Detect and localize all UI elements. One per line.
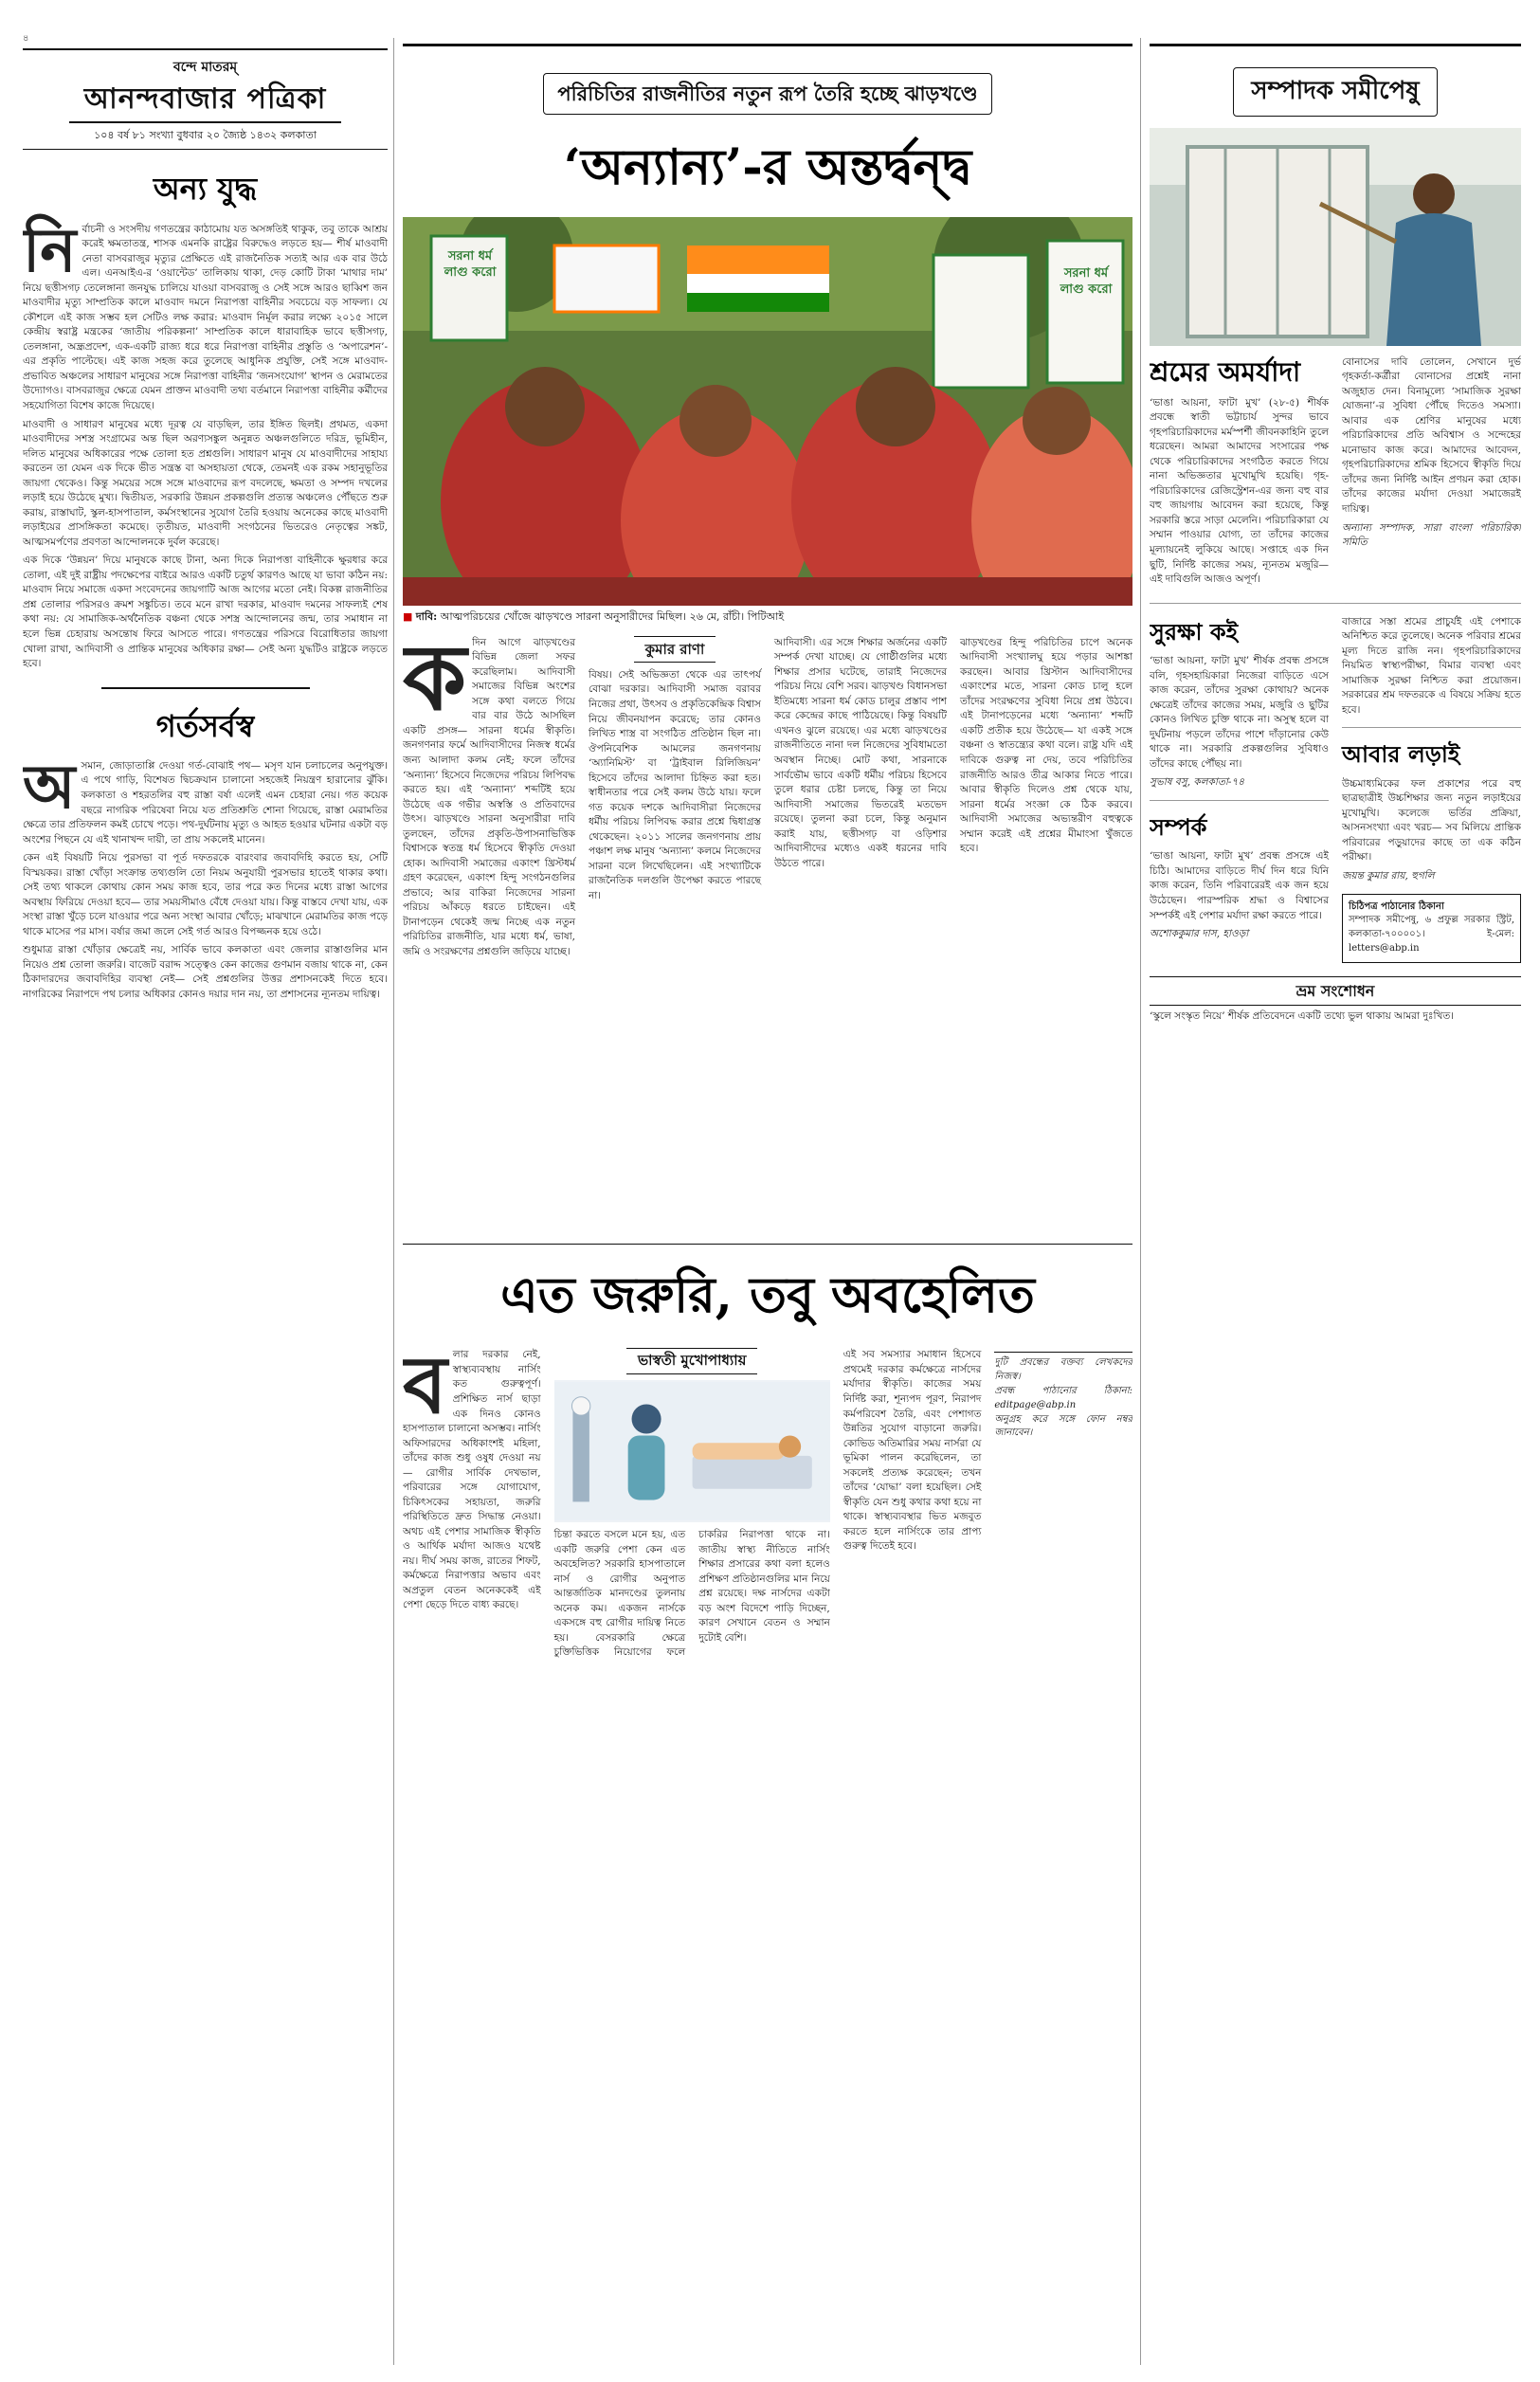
feature-1-dropcap: ক bbox=[403, 623, 467, 731]
masthead-motto: বন্দে মাতরম্‌ bbox=[172, 59, 238, 75]
editorial-2-para: শুধুমাত্র রাস্তা খোঁড়ার ক্ষেত্রেই নয়, সার্বিক ভাবে কলকাতা এবং জেলার রাস্তাগুলির মান নিয়েও প্রশ্ন তোলা জরুরি। বাজেট বরাদ্দ সত্ত্বেও কেন কাজের গুণমান বজায় থাকে না, কেন ঠিকাদারদের জবাবদিহির ব্যবস্থা নেই— সেই প্রশ্নগুলির উত্তর প্রশাসনকেই দিতে হবে। নাগরিকের নিরাপদে পথ চলার অধিকার কোনও দয়ার দান নয়, তা প্রশাসনের ন্যূনতম দায়িত্ব। bbox=[23, 944, 388, 1000]
editorial-1-para: মাওবাদী ও সাধারণ মানুষের মধ্যে দূরত্ব যে বাড়ছিল, তার ইঙ্গিত ছিলই। প্রথমত, একদা মাওবাদীদের সশস্ত্র সংগ্রামের অন্ত ছিল অরণ্যসঙ্কুল অনুন্নত অঞ্চলগুলিতে দরিদ্র, ভূমিহীন, দলিত মানুষের অধিকারের পক্ষে তোলা হত প্রশ্নগুলি। সাধারণ মানুষ যে মাওবাদীদের সাহায্য করতেন তা যেমন এক দিকে ভীত সন্ত্রস্ত বা অসহায়তা থেকে, তেমনই এক রকম সহানুভূতির জায়গা থেকেও। কিন্তু সময়ের সঙ্গে সঙ্গে মাওবাদের রূপ বদলেছে, ক্ষমতা ও সম্পদ দখলের লড়াই হয়ে উঠেছে মুখ্য। দ্বিতীয়ত, সরকারি উন্নয়ন প্রকল্পগুলি প্রত্যন্ত অঞ্চলেও পৌঁছতে শুরু করায়, রাস্তাঘাট, স্কুল-হাসপাতাল, কর্মসংস্থানের সুযোগ তৈরি হওয়ায় অনেকের কাছে মাওবাদী লড়াইয়ের প্রাসঙ্গিকতা কমেছে। তৃতীয়ত, মাওবাদী সংগঠনের ভিতরেও নেতৃত্বের সঙ্কট, আত্মসমর্পণের প্রবণতা আন্দোলনকে দুর্বল করেছে। bbox=[23, 418, 388, 548]
feature-1-col bbox=[589, 636, 761, 964]
domestic-worker-photo bbox=[1150, 128, 1521, 346]
letter-col bbox=[1150, 355, 1329, 591]
editorial-1-para: র্বাচনী ও সংসদীয় গণতন্ত্রের কাঠামোয় যত অসঙ্গতিই থাকুক, তবু তাকে আশ্রয় করেই ক্ষমতাতন্ত্র, শাসক এমনকি রাষ্ট্রের বিরুদ্ধেও লড়তে হয়— শীর্ষ মাওবাদী নেতা বাসবরাজুর মৃত্যুর প্রেক্ষিতে এই রাজনৈতিক সত্যই আর এক বার উঠে এল। এনআইএ-র ‘ওয়ান্টেড’ তালিকায় থাকা, দেড় কোটি টাকা ‘মাথার দাম’ নিয়ে ছত্তীসগঢ় তেলেঙ্গানা জনযুদ্ধ চালিয়ে যাওয়া বাসবরাজু ও সেই সঙ্গে আরও ছাব্বিশ জন মাওবাদীর মৃত্যু সাম্প্রতিক কালে মাওবাদ দমনে নিরাপত্তা বাহিনীর সবচেয়ে বড় সাফল্য। যে কৌশলে এই কাজ সম্ভব হল সেটিও লক্ষ করার: মাওবাদ নির্মূল করার লক্ষ্যে ২০১৫ সালে কেন্দ্রীয় স্বরাষ্ট্র মন্ত্রকের ‘জাতীয় পরিকল্পনা’ সাম্প্রতিক কালে ধারাবাহিক ভাবে ছত্তীসগঢ়, তেলঙ্গানা, অন্ধ্রপ্রদেশ, এক-একটি রাজ্য ধরে ধরে নিরাপত্তা বাহিনীর প্রস্তুতি ও ‘অপারেশন’-এর প্রকৃতি পাল্টেছে। এই কাজ সহজ করে তুলেছে আধুনিক প্রযুক্তি, সেই সঙ্গে মাওবাদ-প্রভাবিত অঞ্চলের সাধারণ মানুষের সঙ্গে নিরাপত্তা বাহিনীর ‘জনসংযোগ’ স্থাপন ও মেরামতের উদ্যোগও। বাসবরাজুর ক্ষেত্রে যেমন প্রাক্তন মাওবাদী তথ্য বর্তমানে নিরাপত্তা বাহিনীর কর্মীদের সহযোগিতা বিশেষ কাজে দিয়েছে। bbox=[23, 223, 388, 411]
nurse-patient-icon bbox=[554, 1380, 830, 1522]
masthead bbox=[23, 58, 388, 144]
letter-4-title: আবার লড়াই bbox=[1342, 740, 1460, 769]
feature-2-footnote bbox=[994, 1352, 1132, 1441]
correction-title: ভ্রম সংশোধন bbox=[1150, 976, 1521, 1006]
letter-col bbox=[1150, 615, 1329, 963]
masthead-issue-line: ১০৪ বর্ষ ৮১ সংখ্যা বুধবার ২০ জ্যৈষ্ঠ ১৪৩২ কলকাতা bbox=[94, 129, 317, 142]
feature-2-author: ভাস্বতী মুখোপাধ্যায় bbox=[626, 1348, 757, 1374]
feature-2-dropcap: ব bbox=[403, 1337, 447, 1432]
caption-text: আত্মপরিচয়ের খোঁজে ঝাড়খণ্ডে সারনা অনুসারীদের মিছিল। ২৬ মে, রাঁচী। পিটিআই bbox=[437, 609, 785, 623]
letter-1-text: ‘ভাঙা আয়না, ফাটা মুখ’ (২৮-৫) শীর্ষক প্রবন্ধে স্বাতী ভট্টাচার্য সুন্দর ভাবে গৃহপরিচারিকাদের মর্মস্পর্শী জীবনকাহিনি তুলে ধরেছেন। আমরা আমাদের সংসারের পক্ষ থেকে পরিচারিকাদের সংগঠিত করতে গিয়ে নানা অভিজ্ঞতার মুখোমুখি হয়েছি। গৃহ-পরিচারিকাদের রেজিস্ট্রেশন-এর জন্য বহু বার বহু জায়গায় আবেদন করা হয়েছে, কিন্তু সরকারি স্তরে সাড়া মেলেনি। পরিচারিকারা যে সম্মান পাওয়ার যোগ্য, তা তাঁদের কাজের মূল্যায়নেই লুকিয়ে আছে। সপ্তাহে এক দিন ছুটি, নির্দিষ্ট কাজের সময়, ন্যূনতম মজুরি— এই দাবিগুলি আজও অপূর্ণ। bbox=[1150, 396, 1329, 586]
photo-banner-text: সরনা ধর্ম bbox=[1063, 265, 1109, 281]
letter-col bbox=[1342, 355, 1521, 591]
letters-column bbox=[1150, 44, 1521, 2366]
feature-2-col bbox=[994, 1348, 1132, 1661]
feature-1-kicker: পরিচিতির রাজনীতির নতুন রূপ তৈরি হচ্ছে ঝাড়খণ্ডে bbox=[543, 73, 991, 115]
editorial-1 bbox=[23, 167, 388, 671]
correction-text: ‘স্কুলে সংস্কৃত নিয়ে’ শীর্ষক প্রতিবেদনে একটি তথ্যে ভুল থাকায় আমরা দুঃখিত। bbox=[1150, 1009, 1454, 1022]
letters-header: সম্পাদক সমীপেষু bbox=[1233, 67, 1437, 117]
editorial-2 bbox=[23, 704, 388, 1003]
letter-3-signature: অশোককুমার দাস, হাওড়া bbox=[1150, 928, 1249, 940]
feature-1-text: আদিবাসী। এর সঙ্গে শিক্ষার অর্জনের একটি সম্পর্ক দেখা যাচ্ছে। যে গোষ্ঠীগুলির মধ্যে শিক্ষার প্রসার ঘটেছে, তারাই নিজেদের পরিচয় নিয়ে বেশি সরব। ঝাড়খণ্ড বিধানসভা ইতিমধ্যে সারনা ধর্ম কোড চালুর প্রস্তাব পাশ করে কেন্দ্রের কাছে পাঠিয়েছে। কিন্তু বিষয়টি এখনও ঝুলে রয়েছে। এর মধ্যে ঝাড়খণ্ডের রাজনীতিতে নানা দল নিজেদের সুবিধামতো অবস্থান নিচ্ছে। মোট কথা, সারনাকে সার্বভৌম ভাবে একটি ধর্মীয় পরিচয় হিসেবে তুলে ধরার চেষ্টা চলছে, কিন্তু তা নিয়ে আদিবাসী সমাজের ভিতরেই মতভেদ রয়েছে। তুলনা করা চলে, কিন্তু অনুমান করাই যায়, ছত্তীসগঢ় বা ওড়িশার আদিবাসীদের মধ্যেও একই ধরনের দাবি উঠতে পারে। bbox=[774, 636, 947, 869]
editorial-1-para: এক দিকে ‘উন্নয়ন’ দিয়ে মানুষকে কাছে টানা, অন্য দিকে নিরাপত্তা বাহিনীকে ক্ষুরধার করে তোলা, এই দুই রাষ্ট্রীয় পদক্ষেপের বাইরে আরও একটি চতুর্থ কারণও আছে যা ভাবা কঠিন নয়: মাওবাদ নিয়ে সমাজে একদা সংবেদনের জায়গাটি আজ আগের মতো নেই। বিকল্প রাজনীতির প্রশ্ন তোলার পরিসরও ক্রমশ সঙ্কুচিত। তবে মনে রাখা দরকার, মাওবাদ দমনের সাফল্যই শেষ কথা নয়: যে সামাজিক-অর্থনৈতিক বঞ্চনা থেকে সশস্ত্র আন্দোলনের জন্ম, তার সমাধান না হলে ভিন্ন চেহারায় অসন্তোষ ফিরে আসতে পারে। গণতন্ত্রের পরিসরে বিরোধিতার জায়গা খোলা রাখা, আদিবাসী ও প্রান্তিক মানুষের অধিকার রক্ষা— সেই অন্য যুদ্ধটিও রাষ্ট্রকে লড়তে হবে। bbox=[23, 555, 388, 670]
letter-3-text: ‘ভাঙা আয়না, ফাটা মুখ’ প্রবন্ধ প্রসঙ্গে এই চিঠি। আমাদের বাড়িতে দীর্ঘ দিন ধরে যিনি কাজ করেন, তিনি পরিবারেরই এক জন হয়ে উঠেছেন। পারস্পরিক শ্রদ্ধা ও বিশ্বাসের সম্পর্কই এই পেশার মর্যাদা রক্ষা করতে পারে। bbox=[1150, 850, 1329, 921]
letter-2-title: সুরক্ষা কই bbox=[1150, 617, 1239, 646]
section-divider bbox=[101, 687, 310, 689]
letter-1-text: বোনাসের দাবি তোলেন, সেখানে দুর্ভ গৃহকর্তা-কর্ত্রীরা বোনাসের প্রশ্নেই নানা অজুহাত দেন। বিনামূল্যে ‘সামাজিক সুরক্ষা যোজনা’-র সুবিধা পৌঁছে দিতেও সমস্যা। আবার এক শ্রেণির মানুষের মধ্যে পরিচারিকাদের প্রতি অবিশ্বাস ও সন্দেহের মনোভাব কাজ করে। আমাদের আবেদন, গৃহপরিচারিকাদের শ্রমিক হিসেবে স্বীকৃতি দিয়ে তাঁদের জন্য নির্দিষ্ট আইন প্রণয়ন করা হোক। তাঁদের কাজের মর্যাদা দেওয়া সমাজেরই দায়িত্ব। bbox=[1342, 355, 1521, 515]
feature-2-middle bbox=[554, 1348, 830, 1661]
letter-col bbox=[1342, 615, 1521, 963]
protest-photo-illustration bbox=[403, 217, 1132, 606]
feature-1-col bbox=[403, 623, 575, 964]
feature-2-columns bbox=[403, 1337, 1132, 1661]
masthead-name: আনন্দবাজার পত্রিকা bbox=[69, 79, 342, 124]
letter-4-text: উচ্চমাধ্যমিকের ফল প্রকাশের পরে বহু ছাত্রছাত্রীই উচ্চশিক্ষার জন্য নতুন লড়াইয়ের মুখোমুখি। কলেজে ভর্তির প্রক্রিয়া, আসনসংখ্যা এবং খরচ— সব মিলিয়ে প্রান্তিক পরিবারের পড়ুয়াদের কাছে তা এক কঠিন পরীক্ষা। bbox=[1342, 777, 1521, 864]
feature-1-col bbox=[774, 636, 947, 964]
nurse-illustration bbox=[554, 1380, 830, 1522]
letter-1 bbox=[1150, 355, 1521, 591]
feature-2-title: এত জরুরি, তবু অবহেলিত bbox=[500, 1266, 1035, 1324]
letter-1-signature: অন্যান্য সম্পাদক, সারা বাংলা পরিচারিকা সমিতি bbox=[1342, 521, 1521, 549]
editorial-column bbox=[23, 32, 388, 2369]
feature-1-text: ঝাড়খণ্ডের হিন্দু পরিচিতির চাপে অনেক আদিবাসী সংখ্যালঘু হয়ে পড়ার আশঙ্কা করছেন। আবার খ্রিস্টান আদিবাসীদের একাংশের মতে, সারনা কোড চালু হলে তাঁদের সংরক্ষণের সুবিধা নিয়ে প্রশ্ন উঠবে। এই টানাপড়েনের মধ্যে ‘অন্যান্য’ শব্দটি একটি প্রতীক হয়ে উঠেছে— যা একই সঙ্গে বঞ্চনা ও স্বাতন্ত্র্যের কথা বলে। রাষ্ট্র যদি এই দাবিকে গুরুত্ব না দেয়, তবে পরিচিতির রাজনীতি আরও তীব্র আকার নিতে পারে। আবার স্বীকৃতি দিলেও প্রশ্ন থেকে যায়, সারনা ধর্মের সংজ্ঞা কে ঠিক করবে। আদিবাসী সমাজের অভ্যন্তরীণ বহুত্বকে সম্মান করেই এই প্রশ্নের মীমাংসা খুঁজতে হবে। bbox=[960, 636, 1132, 855]
photo-banner-right bbox=[1051, 266, 1121, 299]
editorial-1-dropcap: নি bbox=[23, 214, 77, 286]
editorial-1-body bbox=[23, 214, 388, 672]
feature-1-text: দিন আগে ঝাড়খণ্ডের বিভিন্ন জেলা সফর করেছিলাম। আদিবাসী সমাজের বিভিন্ন অংশের সঙ্গে কথা বলতে গিয়ে বার বার উঠে আসছিল একটি প্রসঙ্গ— সারনা ধর্মের স্বীকৃতি। জনগণনার ফর্মে আদিবাসীদের নিজস্ব ধর্মের জন্য আলাদা কলম নেই; ফলে তাঁদের ‘অন্যান্য’ হিসেবে নিজেদের পরিচয় লিপিবদ্ধ করতে হয়। এই ‘অন্যান্য’ শব্দটিই হয়ে উঠেছে এক গভীর অস্বস্তি ও প্রতিবাদের উৎস। ঝাড়খণ্ডে সারনা অনুসারীরা দাবি তুলছেন, তাঁদের প্রকৃতি-উপাসনাভিত্তিক বিশ্বাসকে স্বতন্ত্র ধর্ম হিসেবে স্বীকৃতি দেওয়া হোক। আদিবাসী সমাজের একাংশ খ্রিস্টধর্ম গ্রহণ করেছেন, একাংশ হিন্দু সংগঠনগুলির প্রভাবে; আর বাকিরা নিজেদের সারনা পরিচয় আঁকড়ে ধরতে চাইছেন। এই টানাপড়েন থেকেই জন্ম নিচ্ছে এক নতুন পরিচিতির রাজনীতি, যার মধ্যে ধর্ম, ভাষা, জমি ও সংরক্ষণের প্রশ্নগুলি জড়িয়ে যাচ্ছে। bbox=[403, 636, 575, 957]
feature-2-text: চিন্তা করতে বসলে মনে হয়, এত একটি জরুরি পেশা কেন এত অবহেলিত? সরকারি হাসপাতালে নার্স ও রোগীর অনুপাত আন্তর্জাতিক মানদণ্ডের তুলনায় অনেক কম। একজন নার্সকে একসঙ্গে বহু রোগীর দায়িত্ব নিতে হয়। বেসরকারি ক্ষেত্রে চুক্তিভিত্তিক নিয়োগের ফলে চাকরির নিরাপত্তা থাকে না। জাতীয় স্বাস্থ্য নীতিতে নার্সিং শিক্ষার প্রসারের কথা বলা হলেও প্রশিক্ষণ প্রতিষ্ঠানগুলির মান নিয়ে প্রশ্ন রয়েছে। দক্ষ নার্সদের একটা বড় অংশ বিদেশে পাড়ি দিচ্ছেন, কারণ সেখানে বেতন ও সম্মান দুটোই বেশি। bbox=[553, 1529, 830, 1659]
feature-1-kicker-wrap bbox=[403, 73, 1132, 115]
letters-header-wrap bbox=[1150, 67, 1521, 117]
editorial-2-title: গর্তসর্বস্ব bbox=[155, 707, 255, 744]
letter-4-signature: জয়ন্ত কুমার রায়, হুগলি bbox=[1342, 870, 1435, 882]
letters-photo bbox=[1150, 128, 1521, 346]
feature-1-author: কুমার রাণা bbox=[634, 636, 716, 663]
address-label: চিঠিপত্র পাঠানোর ঠিকানা bbox=[1349, 900, 1444, 912]
feature-2-text: এই সব সমস্যার সমাধান হিসেবে প্রথমেই দরকার কর্মক্ষেত্রে নার্সদের মর্যাদার স্বীকৃতি। কাজের সময় নির্দিষ্ট করা, শূন্যপদ পূরণ, নিরাপদ কর্মপরিবেশ তৈরি, এবং পেশাগত উন্নতির সুযোগ বাড়ানো জরুরি। কোভিড অতিমারির সময় নার্সরা যে ভূমিকা পালন করেছিলেন, তা সকলেই প্রত্যক্ষ করেছেন; তখন তাঁদের ‘যোদ্ধা’ বলা হয়েছিল। সেই স্বীকৃতি যেন শুধু কথার কথা হয়ে না থাকে। স্বাস্থ্যব্যবস্থার ভিত মজবুত করতে হলে নার্সিংকে তার প্রাপ্য গুরুত্ব দিতেই হবে। bbox=[842, 1349, 982, 1553]
feature-2-col bbox=[843, 1348, 982, 1661]
editorial-2-body bbox=[23, 751, 388, 1003]
photo-banner-left bbox=[435, 249, 505, 282]
photo-banner-text: লাগু করো bbox=[444, 264, 497, 280]
editorial-2-dropcap: অ bbox=[23, 751, 76, 823]
feature-2 bbox=[403, 1244, 1132, 2372]
feature-1-caption: ■ দাবি: আত্মপরিচয়ের খোঁজে ঝাড়খণ্ডে সারনা অনুসারীদের মিছিল। ২৬ মে, রাঁচী। পিটিআই bbox=[403, 609, 785, 623]
footnote-note: অনুগ্রহ করে সঙ্গে ফোন নম্বর জানাবেন। bbox=[994, 1413, 1132, 1439]
page-number: ৪ bbox=[23, 33, 29, 44]
feature-1 bbox=[403, 44, 1132, 1233]
feature-1-col bbox=[960, 636, 1132, 964]
editorial-2-para: সমান, জোড়াতাপ্পি দেওয়া গর্ত-বোঝাই পথ— মসৃণ যান চলাচলের অনুপযুক্ত। এ পথে গাড়ি, বিশেষত দ্বিচক্রযান চালানো সহজেই নিয়ন্ত্রণ হারানোর ঝুঁকি। কলকাতা ও শহরতলির বহু রাস্তা বর্ষা এলেই এমন চেহারা নেয়। গত কয়েক বছরে নাগরিক পরিষেবা নিয়ে যত প্রতিশ্রুতি শোনা গিয়েছে, রাস্তা মেরামতির ক্ষেত্রে তার প্রতিফলন কমই চোখে পড়ে। পথ-দুর্ঘটনায় মৃত্যু ও আহত হওয়ার ঘটনার একটা বড় অংশের পিছনে যে এই খানাখন্দ দায়ী, তা প্রায় সকলেই মানেন। bbox=[23, 759, 388, 846]
letter-2 bbox=[1150, 615, 1521, 963]
letter-2-text: ‘ভাঙা আয়না, ফাটা মুখ’ শীর্ষক প্রবন্ধ প্রসঙ্গে বলি, গৃহসহায়িকারা নিজেরা বাড়িতে এসে কাজ করেন, তাঁদের সুরক্ষা কোথায়? অনেক ক্ষেত্রেই তাঁদের কাজের সময়, মজুরি ও ছুটির কোনও লিখিত চুক্তি থাকে না। অসুস্থ হলে বা দুর্ঘটনায় পড়লে তাঁদের পাশে দাঁড়ানোর কেউ থাকে না। সরকারি প্রকল্পগুলির সুবিধাও তাঁদের কাছে পৌঁছয় না। bbox=[1150, 655, 1329, 770]
feature-1-columns bbox=[403, 623, 1132, 964]
footnote-disclaimer: দুটি প্রবন্ধের বক্তব্য লেখকদের নিজস্ব। bbox=[994, 1357, 1132, 1383]
editorial-2-para: কেন এই বিষয়টি নিয়ে পুরসভা বা পূর্ত দফতরকে বারংবার জবাবদিহি করতে হয়, সেটি বিস্ময়কর। রাস্তা খোঁড়া সংক্রান্ত তথ্যগুলি তো নিয়ম অনুযায়ী পুরসভার হাতেই থাকার কথা। সেই তথ্য থাকলে কোথায় কোন সময় কাজ হবে, তার পরে কত দিনের মধ্যে রাস্তা আগের অবস্থায় ফিরিয়ে দেওয়া হবে— তার সময়সীমাও বেঁধে দেওয়া যায়। কিন্তু বাস্তবে দেখা যায়, এক সংস্থা রাস্তা খুঁড়ে চলে যাওয়ার পরে অন্য সংস্থা আবার খোঁড়ে; মাঝখানে মেরামতির কাজ পড়ে থাকে মাসের পর মাস। বর্ষার জমা জলে সেই গর্ত আরও বিপজ্জনক হয়ে ওঠে। bbox=[23, 852, 388, 937]
feature-1-title: ‘অন্যান্য’-র অন্তর্দ্বন্দ্ব bbox=[563, 138, 972, 197]
address-text: সম্পাদক সমীপেষু, ৬ প্রফুল্ল সরকার স্ট্রিট, কলকাতা-৭০০০০১। ই-মেল: letters@abp.in bbox=[1349, 915, 1514, 954]
feature-2-text: লার দরকার নেই, স্বাস্থ্যব্যবস্থায় নার্সিং কত গুরুত্বপূর্ণ। প্রশিক্ষিত নার্স ছাড়া এক দিনও কোনও হাসপাতাল চালানো অসম্ভব। নার্সিং অফিসারদের অধিকাংশই মহিলা, তাঁদের কাজ শুধু ওষুধ দেওয়া নয়— রোগীর সার্বিক দেখভাল, পরিবারের সঙ্গে যোগাযোগ, চিকিৎসকের সহায়তা, জরুরি পরিস্থিতিতে দ্রুত সিদ্ধান্ত নেওয়া। অথচ এই পেশার সামাজিক স্বীকৃতি ও আর্থিক মর্যাদা আজও যথেষ্ট নয়। দীর্ঘ সময় কাজ, রাতের শিফট, কর্মক্ষেত্রে নিরাপত্তার অভাব এবং অপ্রতুল বেতন অনেককেই এই পেশা ছেড়ে দিতে বাধ্য করছে। bbox=[403, 1349, 541, 1611]
letters-address-box bbox=[1342, 894, 1521, 963]
letter-2-signature: সুভাষ বসু, কলকাতা-৭৪ bbox=[1150, 776, 1245, 789]
editorial-1-title: অন্য যুদ্ধ bbox=[153, 171, 258, 208]
photo-banner-text: লাগু করো bbox=[1060, 282, 1113, 297]
letter-2-text: বাজারে সস্তা শ্রমের প্রাচুর্যই এই পেশাকে অনিশ্চিত করে তুলেছে। অনেক পরিবার শ্রমের মূল্য দিতে রাজি নন। গৃহপরিচারিকাদের নিয়মিত স্বাস্থ্যপরীক্ষা, বিমার ব্যবস্থা এবং সামাজিক সুরক্ষা নিশ্চিত করা প্রয়োজন। সরকারের শ্রম দফতরকে এ বিষয়ে সক্রিয় হতে হবে। bbox=[1342, 615, 1521, 716]
letter-1-title: শ্রমের অমর্যাদা bbox=[1150, 355, 1301, 388]
feature-2-col bbox=[403, 1337, 541, 1661]
footnote-email: প্রবন্ধ পাঠানোর ঠিকানা: editpage@abp.in bbox=[994, 1385, 1132, 1410]
letter-3-title: সম্পর্ক bbox=[1150, 812, 1207, 841]
feature-1-photo bbox=[403, 217, 1132, 606]
photo-banner-text: সরনা ধর্ম bbox=[447, 248, 493, 264]
caption-label: দাবি: bbox=[415, 609, 438, 623]
correction-box bbox=[1150, 976, 1521, 1025]
feature-1-text: বিষয়। সেই অভিজ্ঞতা থেকে এর তাৎপর্য বোঝা দরকার। আদিবাসী সমাজ বরাবর নিজের প্রথা, উৎসব ও প্রকৃতিকেন্দ্রিক বিশ্বাস নিয়ে জীবনযাপন করেছে; তার কোনও লিখিত শাস্ত্র বা সংগঠিত প্রতিষ্ঠান ছিল না। ঔপনিবেশিক আমলের জনগণনায় ‘অ্যানিমিস্ট’ বা ‘ট্রাইবাল রিলিজিয়ন’ হিসেবে তাঁদের আলাদা চিহ্নিত করা হত। স্বাধীনতার পরে সেই কলম উঠে যায়। ফলে গত কয়েক দশকে আদিবাসীরা নিজেদের ধর্মীয় পরিচয় লিপিবদ্ধ করার প্রশ্নে দ্বিধাগ্রস্ত থেকেছেন। ২০১১ সালের জনগণনায় প্রায় পঞ্চাশ লক্ষ মানুষ ‘অন্যান্য’ কলমে নিজেদের সারনা বলে লিখেছিলেন। এই সংখ্যাটিকে রাজনৈতিক দলগুলি উপেক্ষা করতে পারছে না। bbox=[589, 668, 761, 901]
